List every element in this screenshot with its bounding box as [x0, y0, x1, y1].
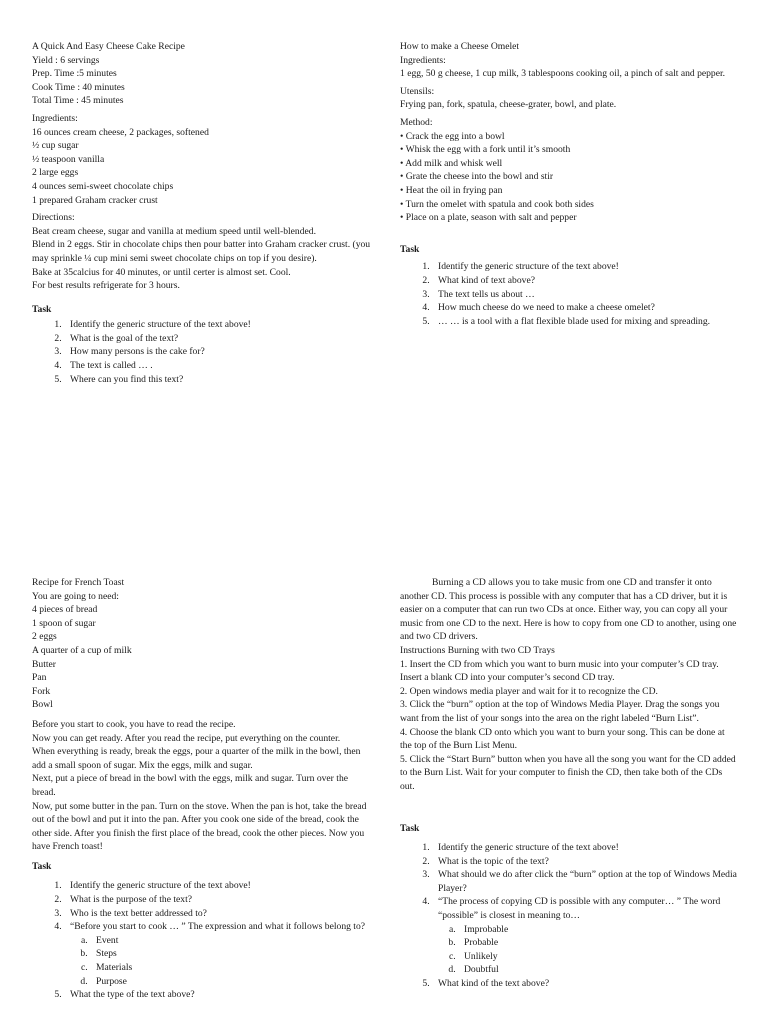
- task-item: 3. Who is the text better addressed to?: [64, 907, 368, 921]
- step-paragraph: Before you start to cook, you have to read the recipe.: [32, 718, 236, 730]
- task-item: 4. How much cheese do we need to make a cheese omelet?: [432, 301, 740, 315]
- task-item-text: “The process of copying CD is possible with any computer… ” The word “possible” is closest in meaning to…: [438, 896, 721, 922]
- instruction-step: 5. Click the “Start Burn” button when you have all the song you want for the CD added to the Burn List. Wait for your computer to finish the CD, then take both of the CDs out.: [400, 753, 736, 792]
- task-item: 3. The text tells us about …: [432, 288, 740, 302]
- task-item: 3. How many persons is the cake for?: [64, 345, 372, 359]
- task-item: [432, 895, 738, 977]
- task-heading: Task: [400, 822, 420, 834]
- omelet-title: How to make a Cheese Omelet: [400, 41, 520, 52]
- task-item: 5. Where can you find this text?: [64, 373, 372, 387]
- direction-text: Blend in 2 eggs. Stir in chocolate chips then pour batter into Graham cracker crust. (you may sprinkle ¼ cup mini semi sweet chocolate chips on top if you desire).: [32, 239, 371, 264]
- step-paragraph: When everything is ready, break the eggs, pour a quarter of the milk in the bowl, then add a small spoon of sugar. Mix the eggs, milk and sugar.: [32, 746, 361, 771]
- task-list: [400, 260, 740, 328]
- recipe-title: A Quick And Easy Cheese Cake Recipe: [32, 41, 185, 52]
- task-item: 2. What is the topic of the text?: [432, 855, 738, 869]
- omelet-section: [400, 40, 740, 328]
- ingredient-item: Bowl: [32, 699, 53, 711]
- instruction-step: 4. Choose the blank CD onto which you want to burn your song. This can be done at the top of the Burn List Menu.: [400, 726, 725, 752]
- task-item-text: “Before you start to cook … ” The expression and what it follows belong to?: [70, 921, 366, 933]
- method-step: • Turn the omelet with spatula and cook both sides: [400, 198, 594, 210]
- task-item: 1. Identify the generic structure of the text above!: [432, 260, 740, 274]
- method-step: • Place on a plate, season with salt and pepper: [400, 212, 577, 224]
- task-item: 4. The text is called … .: [64, 359, 372, 373]
- instruction-step: 3. Click the “burn” option at the top of Windows Media Player. Drag the songs you want from the list of your songs into the area on the right labeled “Burn List”.: [400, 699, 720, 724]
- instruction-step: 1. Insert the CD from which you want to burn music into your computer’s CD tray. Insert a blank CD into your computer’s second CD tray.: [400, 658, 719, 684]
- option-item: c. Unlikely: [458, 950, 738, 964]
- ingredient-item: 4 ounces semi-sweet chocolate chips: [32, 180, 174, 192]
- option-item: b. Probable: [458, 936, 738, 950]
- task-item: 3. What should we do after click the “burn” option at the top of Windows Media Player?: [432, 868, 738, 895]
- task-item: [64, 920, 368, 988]
- option-list: [438, 923, 738, 977]
- task-heading: Task: [32, 860, 52, 872]
- direction-text: For best results refrigerate for 3 hours.: [32, 280, 180, 292]
- step-paragraph: Now you can get ready. After you read the recipe, put everything on the counter.: [32, 732, 341, 744]
- ingredient-item: ½ cup sugar: [32, 140, 79, 152]
- ingredients-text: 1 egg, 50 g cheese, 1 cup milk, 3 tablespoons cooking oil, a pinch of salt and pepper.: [400, 68, 726, 80]
- direction-text: Beat cream cheese, sugar and vanilla at medium speed until well-blended.: [32, 225, 316, 237]
- method-step: • Heat the oil in frying pan: [400, 184, 503, 196]
- instruction-step: 2. Open windows media player and wait for it to recognize the CD.: [400, 685, 658, 697]
- utensils-text: Frying pan, fork, spatula, cheese-grater, bowl, and plate.: [400, 99, 617, 111]
- task-item: 2. What kind of text above?: [432, 274, 740, 288]
- option-list: [70, 934, 368, 988]
- task-item: 1. Identify the generic structure of the text above!: [64, 879, 368, 893]
- ingredient-item: ½ teaspoon vanilla: [32, 153, 105, 165]
- directions-heading: Directions:: [32, 212, 75, 224]
- task-item: 1. Identify the generic structure of the text above!: [64, 318, 372, 332]
- task-heading: Task: [32, 303, 52, 315]
- direction-text: Bake at 35calcius for 40 minutes, or until certer is almost set. Cool.: [32, 266, 291, 278]
- utensils-heading: Utensils:: [400, 85, 435, 97]
- method-step: • Crack the egg into a bowl: [400, 130, 505, 142]
- intro-paragraph: Burning a CD allows you to take music from one CD and transfer it onto another CD. This process is possible with any computer that has a CD driver, but it is easier on a computer that can run two CDs at once. Either way, you can copy all your music from one CD to the next. Here is how to copy from one CD to another, using one and two CD drivers.: [400, 577, 737, 643]
- task-list: [400, 841, 738, 991]
- total-time-line: Total Time : 45 minutes: [32, 95, 124, 107]
- task-item: 5. What kind of the text above?: [432, 977, 738, 991]
- ingredient-item: 4 pieces of bread: [32, 604, 98, 616]
- prep-time-line: Prep. Time :5 minutes: [32, 68, 117, 80]
- option-item: a. Event: [90, 934, 368, 948]
- method-heading: Method:: [400, 116, 433, 128]
- task-item: 1. Identify the generic structure of the text above!: [432, 841, 738, 855]
- method-step: • Whisk the egg with a fork until it’s smooth: [400, 144, 571, 156]
- burn-cd-section: [400, 576, 738, 991]
- task-heading: Task: [400, 243, 420, 255]
- cheesecake-section: [32, 40, 372, 386]
- ingredient-item: 16 ounces cream cheese, 2 packages, softened: [32, 126, 209, 138]
- step-paragraph: Now, put some butter in the pan. Turn on the stove. When the pan is hot, take the bread out of the bowl and put it into the pan. After you cook one side of the bread, cook the other side. After you finish the first place of the bread, cook the other pieces. Now you have French toast!: [32, 800, 367, 853]
- ingredient-item: Pan: [32, 672, 47, 684]
- ingredient-item: Fork: [32, 685, 51, 697]
- option-item: d. Purpose: [90, 975, 368, 989]
- option-item: b. Steps: [90, 947, 368, 961]
- ingredient-item: Butter: [32, 658, 56, 670]
- step-paragraph: Next, put a piece of bread in the bowl with the eggs, milk and sugar. Turn over the bread.: [32, 773, 348, 798]
- cook-time-line: Cook Time : 40 minutes: [32, 81, 125, 93]
- ingredients-heading: Ingredients:: [32, 112, 78, 124]
- option-item: d. Doubtful: [458, 963, 738, 977]
- option-item: a. Improbable: [458, 923, 738, 937]
- recipe-title: Recipe for French Toast: [32, 577, 125, 588]
- ingredient-item: 2 large eggs: [32, 167, 79, 179]
- ingredient-item: 1 spoon of sugar: [32, 617, 96, 629]
- instructions-heading: Instructions Burning with two CD Trays: [400, 644, 555, 656]
- ingredient-item: 2 eggs: [32, 631, 57, 643]
- ingredient-item: A quarter of a cup of milk: [32, 644, 132, 656]
- needs-line: You are going to need:: [32, 590, 119, 602]
- task-list: [32, 318, 372, 386]
- option-item: c. Materials: [90, 961, 368, 975]
- task-item: 2. What is the purpose of the text?: [64, 893, 368, 907]
- ingredient-item: 1 prepared Graham cracker crust: [32, 194, 158, 206]
- method-step: • Add milk and whisk well: [400, 157, 503, 169]
- task-item: 5. What the type of the text above?: [64, 988, 368, 1002]
- task-item: 2. What is the goal of the text?: [64, 332, 372, 346]
- yield-line: Yield : 6 servings: [32, 54, 100, 66]
- method-step: • Grate the cheese into the bowl and stir: [400, 171, 554, 183]
- task-list: [32, 879, 368, 1001]
- ingredients-heading: Ingredients:: [400, 54, 446, 66]
- task-item: 5. … … is a tool with a flat flexible blade used for mixing and spreading.: [432, 315, 740, 329]
- french-toast-section: [32, 576, 368, 1002]
